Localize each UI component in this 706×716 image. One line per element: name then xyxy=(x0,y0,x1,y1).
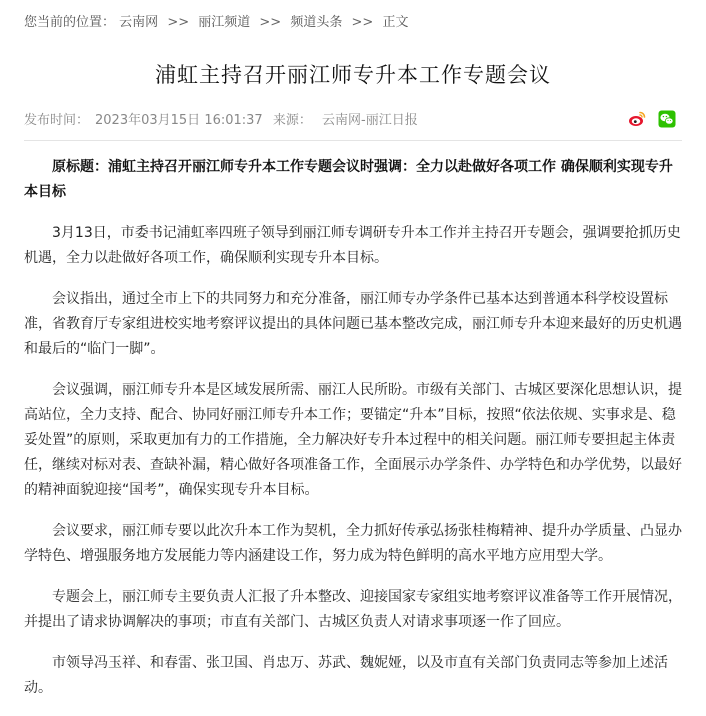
share-buttons xyxy=(628,110,682,128)
wechat-icon[interactable] xyxy=(658,110,676,128)
publish-time: 2023年03月15日 16:01:37 xyxy=(95,113,263,128)
body-paragraph: 专题会上，丽江师专主要负责人汇报了升本整改、迎接国家专家组实地考察评议准备等工作开展情况，并提出了请求协调解决的事项；市直有关部门、古城区负责人对请求事项逐一作了回应。 xyxy=(24,589,682,630)
breadcrumb-item-headlines[interactable]: 频道头条 xyxy=(290,15,343,30)
original-title-paragraph: 原标题：浦虹主持召开丽江师专升本工作专题会议时强调：全力以赴做好各项工作 确保顺利实现专升本目标 xyxy=(24,159,673,200)
body-paragraph: 会议指出，通过全市上下的共同努力和充分准备，丽江师专办学条件已基本达到普通本科学校设置标准，省教育厅专家组进校实地考察评议提出的具体问题已基本整改完成，丽江师专升本迎来最好的历史机遇和最后的“临门一脚”。 xyxy=(24,291,682,357)
body-paragraph: 会议强调，丽江师专升本是区域发展所需、丽江人民所盼。市级有关部门、古城区要深化思想认识，提高站位，全力支持、配合、协同好丽江师专升本工作；要锚定“升本”目标，按照“依法依规、实事求是、稳妥处置”的原则，采取更加有力的工作措施，全力解决好专升本过程中的相关问题。丽江师专要担起主体责任，继续对标对表、查缺补漏，精心做好各项准备工作，全面展示办学条件、办学特色和办学优势，以最好的精神面貌迎接“国考”，确保实现专升本目标。 xyxy=(24,382,682,498)
body-paragraph: 3月13日，市委书记浦虹率四班子领导到丽江师专调研专升本工作并主持召开专题会，强调要抢抓历史机遇，全力以赴做好各项工作，确保顺利实现专升本目标。 xyxy=(24,225,681,266)
breadcrumb-prefix: 您当前的位置： xyxy=(24,15,116,30)
publish-label: 发布时间： xyxy=(24,113,90,128)
breadcrumb xyxy=(24,0,682,32)
breadcrumb-separator: >> xyxy=(259,15,282,30)
source-name: 云南网-丽江日报 xyxy=(322,113,418,128)
article-body xyxy=(24,155,682,701)
breadcrumb-item-yunnanwang[interactable]: 云南网 xyxy=(119,15,159,30)
breadcrumb-item-current: 正文 xyxy=(382,15,409,30)
breadcrumb-separator: >> xyxy=(351,15,374,30)
body-paragraph: 市领导冯玉祥、和春雷、张卫国、肖忠万、苏武、魏妮娅，以及市直有关部门负责同志等参加上述活动。 xyxy=(24,655,668,696)
source-label: 来源： xyxy=(272,113,312,128)
article-title: 浦虹主持召开丽江师专升本工作专题会议 xyxy=(155,63,551,87)
breadcrumb-separator: >> xyxy=(167,15,190,30)
article-meta xyxy=(24,110,682,141)
body-paragraph: 会议要求，丽江师专要以此次升本工作为契机，全力抓好传承弘扬张桂梅精神、提升办学质量、凸显办学特色、增强服务地方发展能力等内涵建设工作，努力成为特色鲜明的高水平地方应用型大学。 xyxy=(24,523,682,564)
weibo-icon[interactable] xyxy=(628,110,646,128)
breadcrumb-item-lijiang[interactable]: 丽江频道 xyxy=(198,15,251,30)
